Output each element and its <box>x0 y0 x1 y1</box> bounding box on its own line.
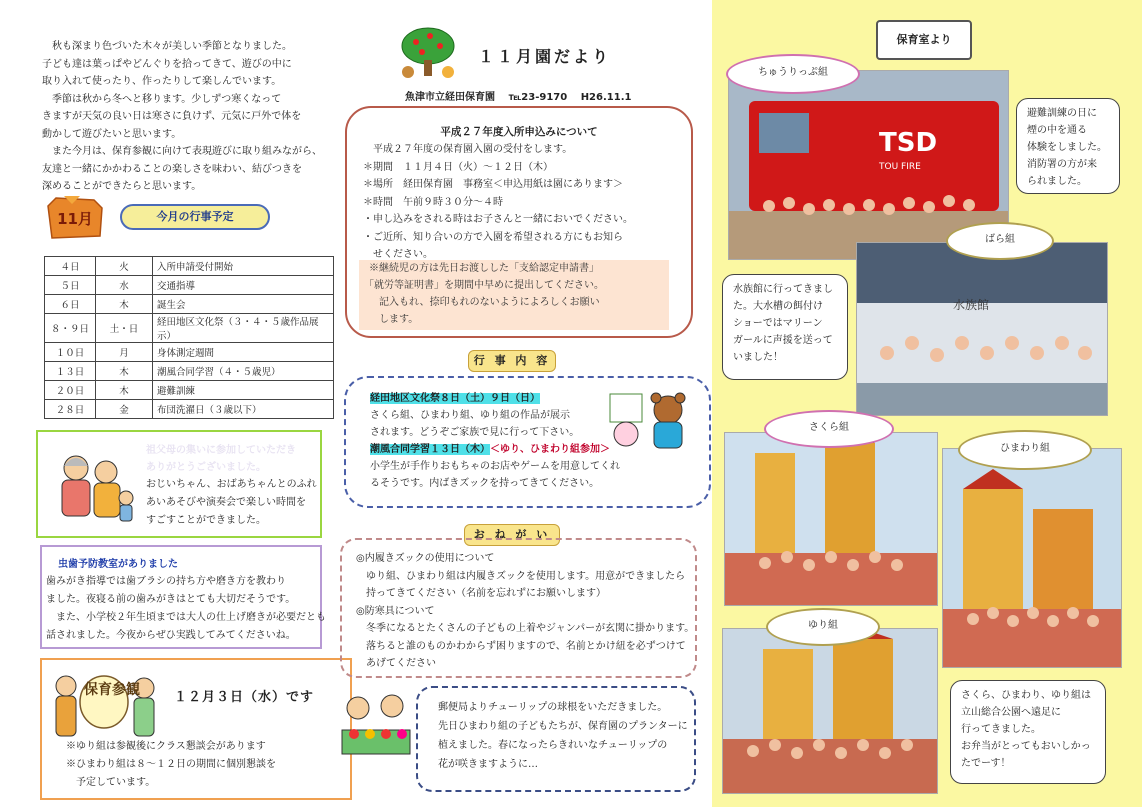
grandparents-illustration-icon <box>46 446 138 528</box>
aquarium-photo-icon <box>857 243 1107 415</box>
bear-illustration-icon <box>608 390 696 450</box>
request-line: 冬季になるとたくさんの子どもの上着やジャンパーが玄関に掛かります。 <box>356 623 695 634</box>
events-box <box>344 376 711 508</box>
schedule-row <box>45 295 334 314</box>
aquarium-note-line: ガールに声援を送って <box>733 335 833 346</box>
group-bubble-yuri: ゆり組 <box>766 608 880 646</box>
schedule-date: ２８日 <box>45 400 96 419</box>
publish-date: H26.11.1 <box>580 92 632 103</box>
group-bubble-bara: ばら組 <box>946 222 1054 260</box>
schedule-weekday: 木 <box>96 295 153 314</box>
entrance-line: ・申し込みをされる時はお子さんと一緒においでください。 <box>363 214 633 225</box>
park-note-line: 立山総合公園へ遠足に <box>961 707 1061 718</box>
entrance-note <box>359 260 669 330</box>
grandparents-box <box>36 430 322 538</box>
observation-line: ※ひまわり組は８～１２日の期間に個別懇談を <box>66 759 276 770</box>
schedule-row <box>45 381 334 400</box>
drill-note-line: 消防署の方が来 <box>1027 159 1097 170</box>
november-badge <box>44 196 106 240</box>
grandparents-line: おじいちゃん、おばあちゃんとのふれ <box>146 479 317 490</box>
events-text <box>370 390 620 492</box>
park-note-line: お弁当がとってもおいしかっ <box>961 741 1091 752</box>
schedule-row <box>45 276 334 295</box>
park-note-line: たでーす！ <box>961 758 1011 769</box>
parents-illustration-icon <box>48 668 160 744</box>
dental-line: また、小学校２年生頃までは大人の仕上げ磨きが必要だとも <box>46 612 326 623</box>
tulip-children-icon <box>340 690 412 758</box>
grandparents-text <box>146 476 317 530</box>
intro-line: また今月は、保育参観に向けて表現遊びに取り組みながら、 <box>42 146 322 157</box>
grandparents-line: すごすことができました。 <box>146 515 266 526</box>
intro-line: 取り入れて使ったり、作ったりして楽しんでいます。 <box>42 76 282 87</box>
entrance-line: ＊期間 １１月４日（火）～１２日（木） <box>363 161 553 173</box>
drill-note-line: 体験をしました。 <box>1027 142 1107 153</box>
schedule-row <box>45 314 334 343</box>
grandparents-heading-line: 祖父母の集いに参加していただき <box>146 445 296 456</box>
schedule-event: 誕生会 <box>153 295 334 314</box>
publisher-line <box>405 88 641 103</box>
observation-line: 予定しています。 <box>66 777 156 788</box>
schedule-weekday: 金 <box>96 400 153 419</box>
study-heading: 潮風合同学習１３日（木） <box>370 444 490 455</box>
schedule-event: 交通指導 <box>153 276 334 295</box>
request-line: 落ちると誰のものかわからず困りますので、名前とかけ紐を必ずつけて <box>356 640 686 652</box>
intro-line: きますが天気の良い日は寒さに負けず、元気に戸外で体を <box>42 111 302 122</box>
intro-line: 友達と一緒にかかわることの楽しさを味わい、結びつきを <box>42 163 302 175</box>
entrance-note-line: 「就労等証明書」を期間中早めに提出してください。 <box>359 280 604 291</box>
observation-box <box>40 658 352 800</box>
schedule-date: １０日 <box>45 343 96 362</box>
dental-text <box>46 573 326 645</box>
newsletter-title: １１月園だより <box>478 47 612 66</box>
publisher-tel: ℡23-9170 <box>508 92 568 103</box>
schedule-row <box>45 362 334 381</box>
monthly-label-text: 今月の行事予定 <box>156 210 234 223</box>
group-bubble-chu: ちゅうりっぷ組 <box>726 54 860 94</box>
drill-note-line: 避難訓練の日に <box>1027 108 1097 119</box>
schedule-weekday: 月 <box>96 343 153 362</box>
intro-paragraph <box>42 38 322 196</box>
dental-line: 話されました。今夜からぜひ実践してみてくださいね。 <box>46 630 296 641</box>
grandparents-heading <box>146 442 296 476</box>
grandparents-heading-line: ありがとうございました。 <box>146 462 266 473</box>
playground-photo-icon <box>943 449 1121 667</box>
schedule-event: 入所申請受付開始 <box>153 257 334 276</box>
schedule-event: 布団洗濯日（３歳以下） <box>153 400 334 419</box>
drill-note-line: られました。 <box>1027 176 1087 187</box>
schedule-row <box>45 343 334 362</box>
observation-notes <box>66 738 276 792</box>
intro-line: 動かして遊びたいと思います。 <box>42 128 182 140</box>
aquarium-note-line: た。大水槽の餌付け <box>733 301 823 312</box>
entrance-note-line: 記入もれ、捺印もれのないようによろしくお願い <box>359 297 600 308</box>
group-bubble-himawari: ひまわり組 <box>958 430 1092 470</box>
festival-line: さくら組、ひまわり組、ゆり組の作品が展示 <box>370 410 570 421</box>
observation-date: １２月３日（水）です <box>174 690 315 705</box>
festival-heading: 経田地区文化祭８日（土）９日（日） <box>370 393 540 404</box>
request-line: ゆり組、ひまわり組は内履きズックを使用します。用意ができましたら <box>356 570 686 582</box>
photo-aquarium <box>856 242 1108 416</box>
photo-yuri <box>722 628 938 794</box>
schedule-date: ５日 <box>45 276 96 295</box>
aquarium-note-box <box>722 274 848 380</box>
study-tag: ＜ゆり、ひまわり組参加＞ <box>490 444 610 455</box>
aquarium-note-line: いました！ <box>733 352 783 363</box>
intro-line: 深めることができたらと思います。 <box>42 181 202 192</box>
aquarium-sign-text: 水族館 <box>953 298 990 312</box>
tulip-line: 先日ひまわり組の子どもたちが、保育園のプランターに <box>438 721 688 732</box>
request-text <box>356 550 694 673</box>
entrance-note-line: ※継続児の方は先日お渡しした「支給認定申請書」 <box>359 263 599 274</box>
park-note-line: 行ってきました。 <box>961 724 1041 735</box>
schedule-table <box>44 256 334 419</box>
entrance-line: 平成２７年度の保育園入園の受付をします。 <box>363 144 573 155</box>
drill-note-line: 煙の中を通る <box>1027 125 1087 136</box>
tulip-text <box>438 698 688 774</box>
schedule-weekday: 木 <box>96 381 153 400</box>
schedule-date: １３日 <box>45 362 96 381</box>
entrance-line: せください。 <box>363 249 433 260</box>
intro-line: 秋も深まり色づいた木々が美しい季節となりました。 <box>42 41 292 52</box>
entrance-note-line: します。 <box>359 314 419 325</box>
schedule-weekday: 水 <box>96 276 153 295</box>
tree-logo-icon <box>396 26 460 82</box>
request-line: ◎防寒具について <box>356 605 435 617</box>
schedule-date: ６日 <box>45 295 96 314</box>
events-label: 行 事 内 容 <box>468 350 556 372</box>
tulip-line: 郵便局よりチューリップの球根をいただきました。 <box>438 702 668 713</box>
schedule-event: 潮風合同学習（４・５歳児） <box>153 362 334 381</box>
study-line: るそうです。内ばきズックを持ってきてください。 <box>370 478 600 489</box>
schedule-weekday: 木 <box>96 362 153 381</box>
drill-note-box <box>1016 98 1120 194</box>
park-note-box <box>950 680 1106 784</box>
entrance-notice-box <box>345 106 693 338</box>
schedule-event: 避難訓練 <box>153 381 334 400</box>
schedule-date: ２０日 <box>45 381 96 400</box>
dental-line: ました。夜寝る前の歯みがきはとても大切だそうです。 <box>46 594 296 605</box>
request-box <box>340 538 697 678</box>
dental-box <box>40 545 326 649</box>
november-badge-text: 11月 <box>57 210 93 228</box>
observation-line: ※ゆり組は参観後にクラス懇談会があります <box>66 741 266 752</box>
intro-line: 子ども達は葉っぱやどんぐりを拾ってきて、遊びの中に <box>42 58 292 70</box>
dental-heading: 虫歯予防教室がありました <box>58 559 178 570</box>
photo-himawari <box>942 448 1122 668</box>
park-note-line: さくら、ひまわり、ゆり組は <box>961 690 1091 701</box>
aquarium-note-line: 水族館に行ってきまし <box>733 284 833 295</box>
entrance-line: ＊時間 午前９時３０分～４時 <box>363 196 503 208</box>
request-line: あげてください <box>356 658 436 669</box>
intro-line: 季節は秋から冬へと移ります。少しずつ寒くなって <box>42 93 282 105</box>
request-line: 持ってきてください（名前を忘れずにお願いします） <box>356 588 606 599</box>
study-line: 小学生が手作りおもちゃのお店やゲームを用意してくれ <box>370 461 620 472</box>
entrance-line: ・ご近所、知り合いの方で入園を希望される方にもお知ら <box>363 231 623 243</box>
schedule-date: ８・９日 <box>45 314 96 343</box>
playground-photo-icon <box>723 629 937 793</box>
tulip-line: 花が咲きますように… <box>438 759 538 770</box>
tulip-line: 植えました。春になったらきれいなチューリップの <box>438 740 668 751</box>
schedule-event: 経田地区文化祭（３・４・５歳作品展示） <box>153 314 334 343</box>
playground-photo-icon <box>725 433 937 605</box>
schedule-weekday: 土・日 <box>96 314 153 343</box>
request-label: お ね が い <box>464 524 560 546</box>
monthly-label <box>120 204 270 230</box>
schedule-row <box>45 257 334 276</box>
nursery-title-box <box>876 20 972 60</box>
group-bubble-sakura: さくら組 <box>764 410 894 448</box>
festival-line: されます。どうぞご家族で見に行って下さい。 <box>370 427 580 438</box>
publisher-name: 魚津市立経田保育園 <box>405 92 495 103</box>
schedule-weekday: 火 <box>96 257 153 276</box>
fire-truck-text: TSD <box>879 128 938 158</box>
entrance-heading: 平成２７年度入所申込みについて <box>440 126 598 138</box>
observation-badge: 保育参観 <box>84 682 140 698</box>
tulip-box <box>416 686 696 792</box>
entrance-line: ＊場所 経田保育園 事務室＜申込用紙は園にあります＞ <box>363 179 623 190</box>
photo-sakura <box>724 432 938 606</box>
request-line: ◎内履きズックの使用について <box>356 553 495 564</box>
entrance-text <box>363 141 633 264</box>
schedule-date: ４日 <box>45 257 96 276</box>
schedule-event: 身体測定週間 <box>153 343 334 362</box>
schedule-row <box>45 400 334 419</box>
aquarium-note-line: ショーではマリーン <box>733 318 823 329</box>
grandparents-line: あいあそびや演奏会で楽しい時間を <box>146 497 306 508</box>
fire-truck-subtext: TOU FIRE <box>879 162 921 172</box>
dental-line: 歯みがき指導では歯ブラシの持ち方や磨き方を教わり <box>46 576 286 587</box>
nursery-title: 保育室より <box>896 33 952 46</box>
